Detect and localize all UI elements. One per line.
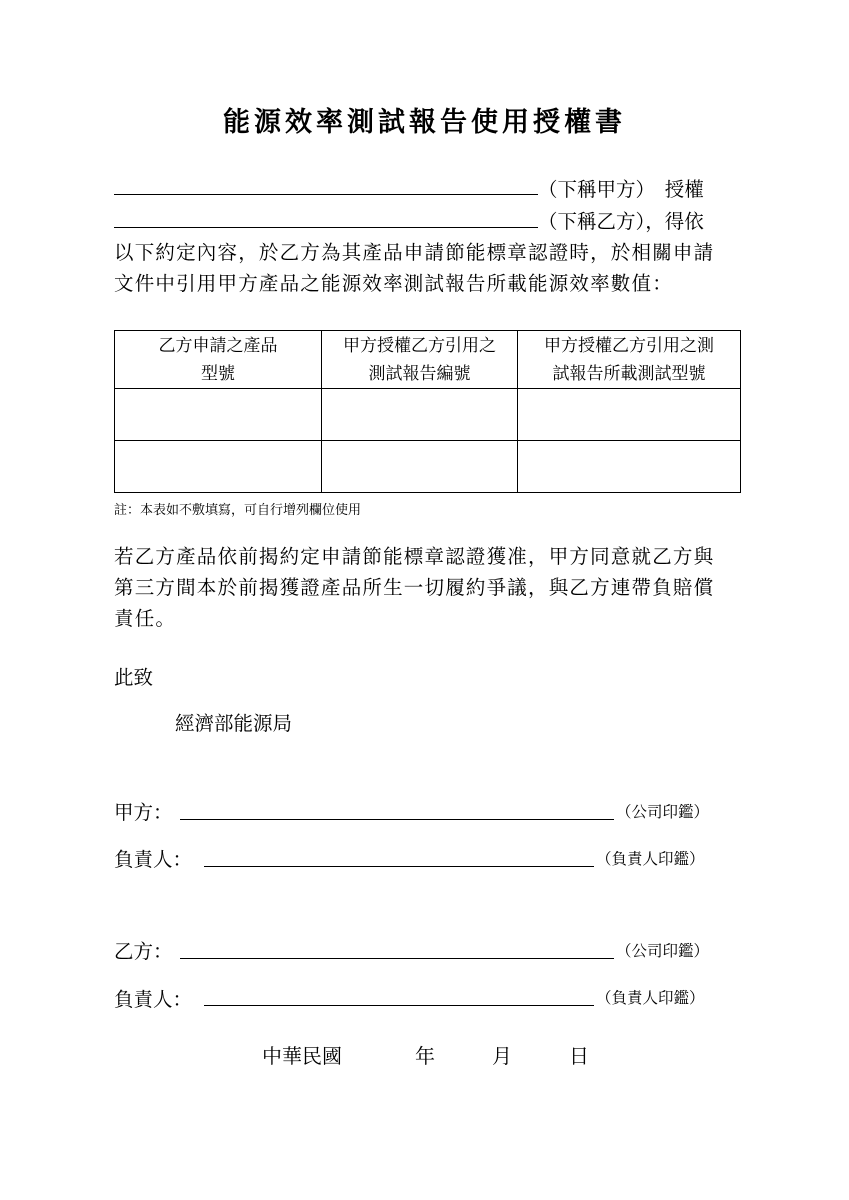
- authorization-table: [114, 330, 741, 493]
- liability-paragraph: 若乙方產品依前揭約定申請節能標章認證獲准，甲方同意就乙方與第三方間本於前揭獲證產品所生一切履約爭議，與乙方連帶負賠償責任。: [114, 545, 715, 630]
- party-a-rep-label: 負責人：: [114, 848, 193, 871]
- table-cell[interactable]: [322, 389, 518, 441]
- table-header-line: 試報告所載測試型號: [552, 363, 706, 384]
- party-b-rep-seal-label: （負責人印鑑）: [596, 989, 705, 1007]
- intro-paragraph: 以下約定內容，於乙方為其產品申請節能標章認證時，於相關申請文件中引用甲方產品之能源效率測試報告所載能源效率數值：: [114, 241, 715, 295]
- date-era: 中華民國: [262, 1044, 342, 1068]
- party-a-seal-label: （公司印鑑）: [616, 803, 710, 821]
- party-a-suffix: （下稱甲方） 授權: [538, 178, 704, 201]
- party-b-seal-label: （公司印鑑）: [616, 942, 710, 960]
- table-header-cell: [518, 331, 741, 389]
- party-b-rep-signature-line[interactable]: [204, 1005, 594, 1006]
- table-row: [115, 441, 741, 493]
- table-note: 註：本表如不敷填寫，可自行增列欄位使用: [114, 503, 362, 518]
- salutation: 此致: [114, 666, 154, 689]
- party-a-rep-signature-line[interactable]: [204, 866, 594, 867]
- table-cell[interactable]: [322, 441, 518, 493]
- table-cell[interactable]: [518, 389, 741, 441]
- table-header-row: [115, 331, 741, 389]
- party-b-signature-line[interactable]: [180, 958, 614, 959]
- date-year: 年: [415, 1044, 435, 1068]
- table-header-line: 型號: [201, 363, 235, 384]
- party-b-name-line[interactable]: [114, 227, 538, 228]
- date-day: 日: [569, 1044, 589, 1068]
- table-header-cell: [115, 331, 322, 389]
- party-a-label: 甲方：: [114, 801, 173, 824]
- table-cell[interactable]: [115, 441, 322, 493]
- party-a-signature-line[interactable]: [180, 819, 614, 820]
- party-b-label: 乙方：: [114, 940, 173, 963]
- table-header-cell: [322, 331, 518, 389]
- party-b-suffix: （下稱乙方），得依: [538, 210, 704, 233]
- table-cell[interactable]: [115, 389, 322, 441]
- recipient: 經濟部能源局: [175, 712, 293, 735]
- party-a-name-line[interactable]: [114, 194, 538, 195]
- table-header-line: 測試報告編號: [368, 363, 471, 384]
- table-header-line: 乙方申請之產品: [158, 335, 278, 356]
- document-title: 能源效率測試報告使用授權書: [223, 107, 626, 138]
- table-row: [115, 389, 741, 441]
- party-a-rep-seal-label: （負責人印鑑）: [596, 850, 705, 868]
- date-month: 月: [492, 1044, 512, 1068]
- party-b-rep-label: 負責人：: [114, 988, 193, 1011]
- table-header-line: 甲方授權乙方引用之: [343, 335, 496, 356]
- table-header-line: 甲方授權乙方引用之測: [544, 335, 714, 356]
- table-cell[interactable]: [518, 441, 741, 493]
